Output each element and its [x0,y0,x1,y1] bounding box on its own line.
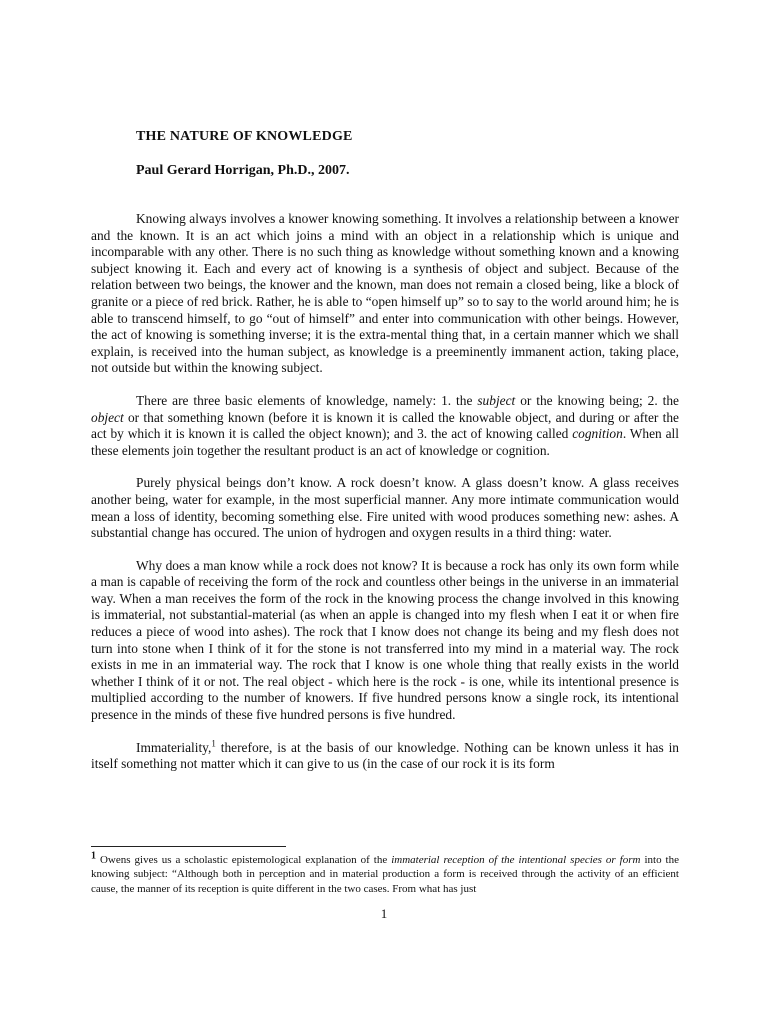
paragraph-2-text-a: There are three basic elements of knowledge, namely: 1. the [136,392,478,408]
paragraph-2-text-b: or the knowing being; 2. the [515,392,679,408]
footnote-1 [91,850,679,896]
footnote-number: 1 [91,850,96,862]
footnote-text-a: Owens gives us a scholastic epistemological explanation of the [96,854,392,866]
footnote-separator [91,846,286,847]
paragraph-1: Knowing always involves a knower knowing something. It involves a relationship between a knower and the known. It is an act which joins a mind with an object in a relationship which is unique and incomparable with any other. There is no such thing as knowledge without something known and a knowing subject knowing it. Each and every act of knowing is a synthesis of object and subject. Because of the relation between two beings, the knower and the known, man does not remain a closed being, like a block of granite or a piece of red brick. Rather, he is able to “open himself up” so to say to the world around him; he is able to transcend himself, to go “out of himself” and enter into communication with other beings. However, the act of knowing is something inverse; it is the extra-mental thing that, in a certain manner which we shall explain, is received into the human subject, as knowledge is a preeminently immanent action, taking place, not outside but within the knowing subject. [91,211,679,376]
emphasis-object: object [91,409,124,425]
document-title: THE NATURE OF KNOWLEDGE [136,129,353,144]
paragraph-2-text-d: . When all these elements join together the resultant product is an act of knowledge or cognition. [91,426,679,458]
footnote-emphasis: immaterial reception of the intentional species or form [391,854,641,866]
paragraph-4: Why does a man know while a rock does not know? It is because a rock has only its own form while a man is capable of receiving the form of the rock and countless other beings in the universe in an immaterial way. When a man receives the form of the rock in the knowing process the change involved in this knowing is immaterial, not substantial-material (as when an apple is changed into my flesh when I eat it or when fire reduces a piece of wood into ashes). The rock that I know does not change its being and my flesh does not turn into stone when I think of it for the stone is not transferred into my mind in a material way. The rock exists in me in an immaterial way. The rock that I know is one whole thing that really exists in the world whether I think of it or not. The real object - which here is the rock - is one, while its intentional presence is multiplied according to the number of knowers. If five hundred persons know a single rock, its intentional presence in the minds of these five hundred persons is five hundred. [91,557,679,723]
paragraph-3: Purely physical beings don’t know. A rock doesn’t know. A glass doesn’t know. A glass receives another being, water for example, in the most superficial manner. Any more intimate communication would mean a loss of identity, becoming something else. Fire united with wood produces something new: ashes. A substantial change has occured. The union of hydrogen and oxygen results in a third thing: water. [91,475,679,541]
paragraph-5-text-a: Immateriality, [136,739,212,755]
paragraph-5-text-b: therefore, is at the basis of our knowledge. Nothing can be known unless it has in itself something not matter which it can give to us (in the case of our rock it is its form [91,739,679,772]
emphasis-cognition: cognition [572,426,623,442]
document-body [91,128,679,773]
footnote-reference[interactable]: 1 [211,738,216,749]
paragraph-2-text-c: or that something known (before it is known it is called the knowable object, and during or after the act by which it is known it is called the object known); and 3. the act of knowing called [91,409,679,442]
paragraph-2 [91,393,679,459]
page-number: 1 [380,906,388,921]
footnote-text-b: into the knowing subject: “Although both in perception and in material production a form is received through the activity of an efficient cause, the manner of its reception is quite different in the two cases. From what has just [91,854,679,895]
author-line: Paul Gerard Horrigan, Ph.D., 2007. [136,163,350,178]
paragraph-5 [91,740,679,773]
emphasis-subject: subject [477,392,516,408]
